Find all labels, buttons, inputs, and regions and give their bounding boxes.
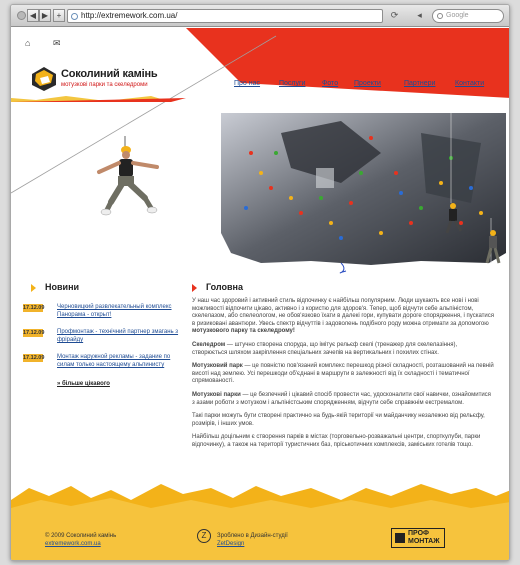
footer-site-link[interactable]: extremework.com.ua [45,541,101,547]
main-content [192,298,494,456]
news-link[interactable]: Черновицкий развлекательный комплекс Панорама - открыт! [57,304,172,318]
close-window-button[interactable] [17,11,26,20]
back-button[interactable]: ◀ [27,9,39,22]
main-bullet-icon [192,284,197,292]
locations-paragraph: Найбільш доцільним є створення парків в містах (торговельно-розважальні центри, спорткулуби, парки відпочинку), а також на території туристичних баз, пріськотичних комплексів, заміських готелів тощо. [192,434,481,448]
web-page [11,28,510,561]
browser-toolbar [11,5,510,27]
red-banner-shape [186,28,510,98]
news-link[interactable]: Профмонтаж - технічний партнер змагань з фрірайду [57,329,179,343]
rope-park-paragraph: Мотузковий парк — це повністю пов'язаний комплекс перешкод різної складності, розташований на певній висоті над землею. Усі перешкоди об'єднані в маршрути в залежності від їх складності і тематичної спрямованості. [192,363,494,385]
intro-paragraph: У наш час здоровий і активний стиль відпочинку є найбільш популярним. Люди шукають все нові і нові можливості відпочити цікаво, активно і з користю для здоров'я. Тепер, щоб відчути себе альпіністом, скелелазом, або спелеологом, не обов'язково їхати в далекі гори, купувати дороге спорядження, і пускатися в ризиковані авантюри. Увесь спектр відчуттів і задоволень подібного роду можна отримати за допомогою мотузкового парку та скеледрому! [192,298,495,335]
search-icon [437,13,443,19]
zipline-climber-image [81,136,171,216]
news-bullet-icon [31,284,36,292]
nav-link-contacts[interactable]: Контакти [455,80,485,87]
news-heading: Новини [45,282,80,292]
mail-icon[interactable]: ✉ [53,38,61,48]
search-field[interactable] [432,9,504,23]
logo-mark-icon [31,66,57,92]
news-date: 17.12.09 [23,355,45,361]
nav-link-about[interactable]: Про нас [234,80,261,87]
terrain-paragraph: Такі парки можуть бути створені практично на будь-якій території чи майданчику незалежно від рельєфу, розмірів, і інших умов. [192,413,485,427]
reload-icon[interactable]: ⟳ [390,10,399,20]
climbing-wall-paragraph: Скеледром — штучно створена споруда, що імітує рельєф скелі (тренажер для скелелазіння), створюється шляхом закріплення спеціальних зачепів на вертикальних і похилих стінах. [192,341,458,356]
site-name: Соколиний камінь [61,68,158,80]
footer [11,478,510,561]
more-news-link[interactable]: » більше цікавого [57,381,110,387]
nav-link-services[interactable]: Послуги [279,80,306,87]
promontazh-logo[interactable]: ПРОФ МОНТАЖ [391,528,445,548]
footer-studio-link[interactable]: ZetDesign [217,541,245,547]
nav-link-partners[interactable]: Партнери [404,80,436,87]
main-heading: Головна [206,282,243,292]
nav-link-photo[interactable]: Фото [322,80,339,87]
search-placeholder: Google [446,12,469,19]
nav-link-projects[interactable]: Проекти [354,80,381,87]
home-icon[interactable]: ⌂ [25,38,31,48]
news-date: 17.12.09 [23,330,45,336]
news-date: 17.12.09 [23,305,45,311]
site-logo[interactable] [31,66,171,98]
news-link[interactable]: Монтаж наружной рекламы - задание по силам только настоящему альпинисту [57,354,171,368]
browser-window [10,4,510,561]
rss-icon[interactable]: ◂ [417,10,422,20]
site-tagline: мотузкові парки та скеледроми [61,82,148,88]
footer-copyright: © 2009 Соколиний камінь [45,533,117,539]
footer-made-by: Зроблено в Дизайн-студії [217,533,288,539]
footer-mountains [11,478,510,561]
rope-parks-paragraph: Мотузкові парки — це безпечний і цікавий спосіб провести час, удосконалити свої навички, ознайомитися з азами роботи з мотузком і альпіністським спорядженням, відчути себе справжнім екстремалом. [192,391,491,406]
address-bar-text: http://extremework.com.ua/ [81,11,178,20]
climbing-wall-photo [221,113,510,278]
globe-icon [71,13,78,20]
studio-logo-icon: Z [197,529,211,543]
forward-button[interactable]: ▶ [39,9,51,22]
promontazh-logo-mark [395,533,405,543]
add-bookmark-button[interactable]: + [53,9,65,22]
address-bar[interactable] [67,9,383,23]
